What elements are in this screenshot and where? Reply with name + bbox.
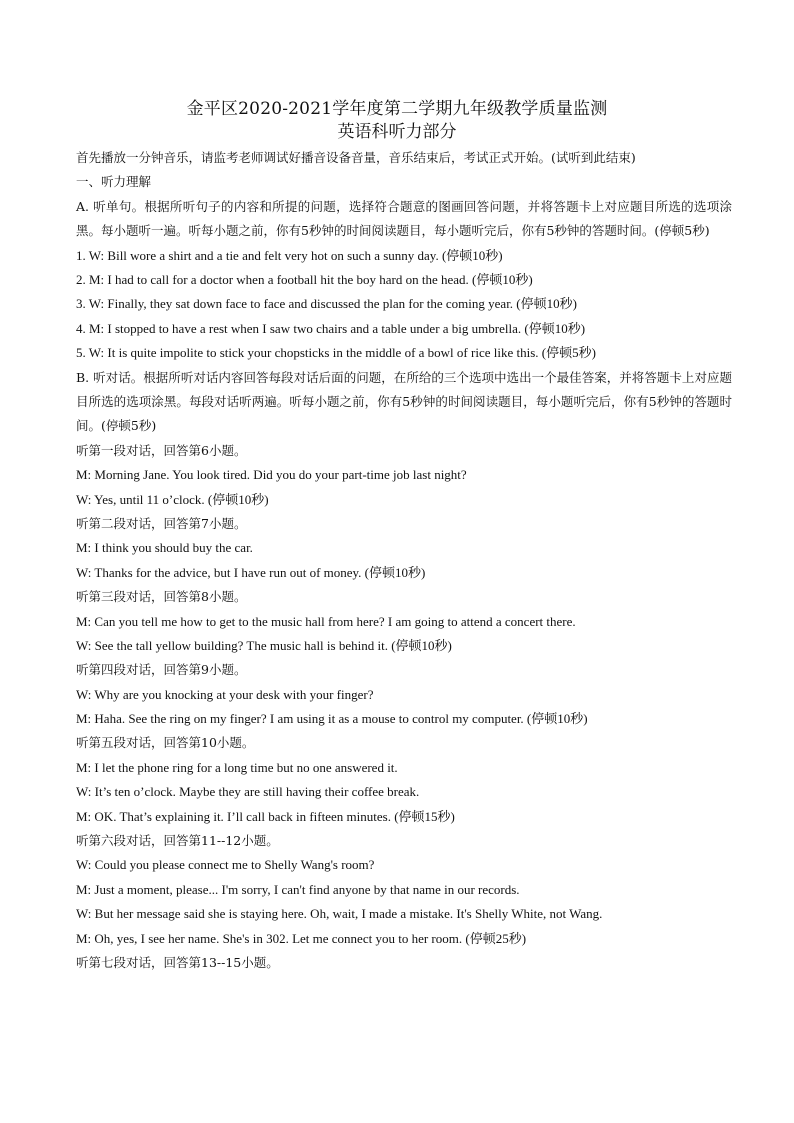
dialogue-line: M: Just a moment, please... I'm sorry, I can't find anyone by that name in our records. (76, 881, 520, 897)
dialogue-line: W: See the tall yellow building? The music hall is behind it. (停顿10秒) (76, 637, 452, 653)
dialogue-heading: 听第三段对话，回答第8小题。 (76, 589, 247, 605)
dialogue-line: M: Oh, yes, I see her name. She's in 302. Let me connect you to her room. (停顿25秒) (76, 930, 527, 946)
question-line: 3. W: Finally, they sat down face to face and discussed the plan for the coming year. (停顿10秒) (76, 296, 577, 312)
dialogue-line: W: It’s ten o’clock. Maybe they are still having their coffee break. (76, 784, 420, 800)
question-line: 2. M: I had to call for a doctor when a football hit the boy hard on the head. (停顿10秒) (76, 271, 533, 287)
question-line: 5. W: It is quite impolite to stick your chopsticks in the middle of a bowl of rice like this. (停顿5秒) (76, 345, 596, 361)
dialogue-line: W: But her message said she is staying here. Oh, wait, I made a mistake. It's Shelly White, not Wang. (76, 906, 603, 922)
dialogue-heading: 听第一段对话，回答第6小题。 (76, 442, 247, 458)
exam-body (76, 146, 732, 975)
dialogue-line: M: Morning Jane. You look tired. Did you do your part-time job last night? (76, 467, 467, 483)
dialogue-line: W: Why are you knocking at your desk with your finger? (76, 686, 374, 702)
dialogue-heading: 听第二段对话，回答第7小题。 (76, 515, 247, 531)
dialogue-line: M: Can you tell me how to get to the music hall from here? I am going to attend a concert there. (76, 613, 576, 629)
dialogue-line: W: Yes, until 11 o’clock. (停顿10秒) (76, 491, 269, 507)
question-line: 1. W: Bill wore a shirt and a tie and felt very hot on such a sunny day. (停顿10秒) (76, 247, 503, 263)
dialogue-heading: 听第七段对话，回答第13--15小题。 (76, 954, 279, 970)
intro-text: 首先播放一分钟音乐，请监考老师调试好播音设备音量，音乐结束后，考试正式开始。(试听到此结束) (76, 150, 636, 165)
exam-subtitle: 英语科听力部分 (337, 122, 457, 142)
dialogue-line: W: Could you please connect me to Shelly Wang's room? (76, 857, 375, 873)
section-heading: 一、听力理解 (76, 174, 152, 190)
dialogue-line: M: Haha. See the ring on my finger? I am using it as a mouse to control my computer. (停顿10秒) (76, 711, 588, 727)
dialogue-heading: 听第五段对话，回答第10小题。 (76, 735, 255, 751)
dialogue-heading: 听第六段对话，回答第11--12小题。 (76, 833, 279, 849)
dialogue-line: M: I think you should buy the car. (76, 540, 253, 556)
question-line: 4. M: I stopped to have a rest when I saw two chairs and a table under a big umbrella. (停顿10秒) (76, 320, 586, 336)
dialogue-line: M: OK. That’s explaining it. I’ll call back in fifteen minutes. (停顿15秒) (76, 808, 455, 824)
part-b-instruction: B. 听对话。根据所听对话内容回答每段对话后面的问题，在所给的三个选项中选出一个最佳答案，并将答题卡上对应题目所选的选项涂黑。每段对话听两遍。听每小题之前，你有5秒钟的时间阅读题目，每小题听完后，你有5秒钟的答题时间。(停顿5秒) (76, 369, 732, 434)
dialogue-heading: 听第四段对话，回答第9小题。 (76, 662, 247, 678)
dialogue-line: M: I let the phone ring for a long time but no one answered it. (76, 759, 398, 775)
part-a-instruction: A. 听单句。根据所听句子的内容和所提的问题，选择符合题意的图画回答问题，并将答题卡上对应题目所选的选项涂黑。每小题听一遍。听每小题之前，你有5秒钟的时间阅读题目，每小题听完后，你有5秒钟的答题时间。(停顿5秒) (76, 198, 732, 239)
dialogue-line: W: Thanks for the advice, but I have run out of money. (停顿10秒) (76, 564, 426, 580)
exam-title: 金平区2020-2021学年度第二学期九年级教学质量监测 (186, 99, 608, 119)
